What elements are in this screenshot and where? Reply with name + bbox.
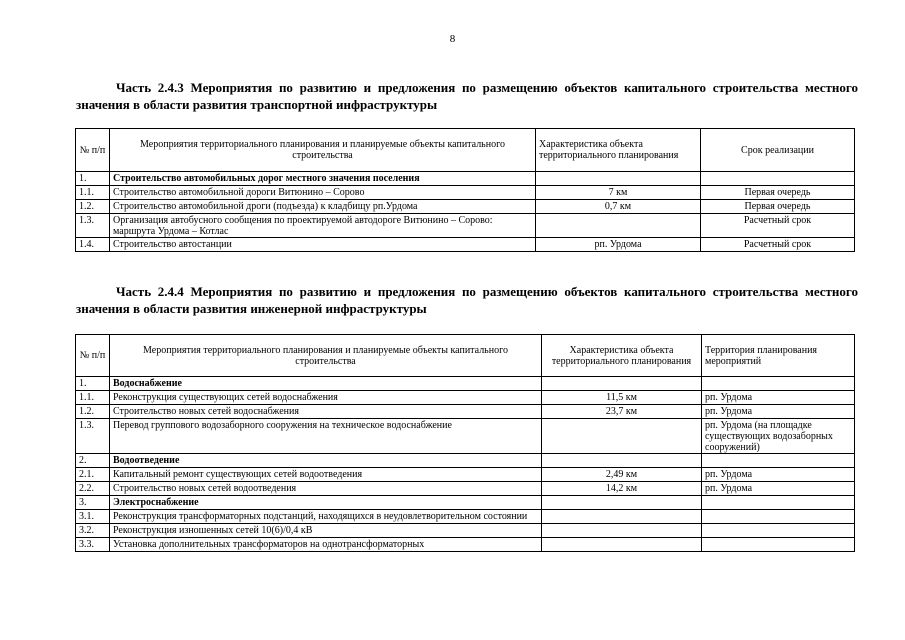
row-area: рп. Урдома xyxy=(702,468,855,482)
section-heading-engineering: Часть 2.4.4 Мероприятия по развитию и предложения по размещению объектов капитального строительства местного значения в области развития инженерной инфраструктуры xyxy=(76,284,858,316)
row-characteristic xyxy=(542,510,702,524)
header-measures: Мероприятия территориального планирования и планируемые объекты капитального строительства xyxy=(110,129,536,172)
row-term: Расчетный срок xyxy=(701,238,855,252)
table-row xyxy=(76,454,855,468)
page-number: 8 xyxy=(449,33,456,45)
row-characteristic: 23,7 км xyxy=(542,405,702,419)
header-characteristic: Характеристика объекта территориального планирования xyxy=(542,335,702,377)
row-characteristic xyxy=(536,172,701,186)
table-row xyxy=(76,538,855,552)
table-row xyxy=(76,510,855,524)
table-row xyxy=(76,377,855,391)
header-num: № п/п xyxy=(76,129,110,172)
table-row xyxy=(76,391,855,405)
row-area xyxy=(702,538,855,552)
table-row xyxy=(76,238,855,252)
engineering-table-body xyxy=(76,377,855,552)
table-row xyxy=(76,496,855,510)
row-area: рп. Урдома xyxy=(702,405,855,419)
row-number: 1.2. xyxy=(76,405,110,419)
row-measure: Установка дополнительных трансформаторов на однотрансформаторных xyxy=(110,538,542,552)
section-heading-transport: Часть 2.4.3 Мероприятия по развитию и предложения по размещению объектов капитального строительства местного значения в области развития транспортной инфраструктуры xyxy=(76,80,858,112)
row-number: 2.2. xyxy=(76,482,110,496)
table-row xyxy=(76,214,855,238)
row-area xyxy=(702,524,855,538)
row-number: 1.3. xyxy=(76,214,110,238)
table-row xyxy=(76,200,855,214)
row-number: 1. xyxy=(76,172,110,186)
transport-table xyxy=(75,128,855,252)
row-characteristic: 7 км xyxy=(536,186,701,200)
row-area xyxy=(702,510,855,524)
row-area: рп. Урдома xyxy=(702,391,855,405)
row-measure: Перевод группового водозаборного сооружения на техническое водоснабжение xyxy=(110,419,542,454)
row-characteristic: 11,5 км xyxy=(542,391,702,405)
row-number: 2.1. xyxy=(76,468,110,482)
row-measure: Водоснабжение xyxy=(110,377,542,391)
row-measure: Реконструкция изношенных сетей 10(6)/0,4 кВ xyxy=(110,524,542,538)
header-term: Срок реализации xyxy=(701,129,855,172)
table-row xyxy=(76,405,855,419)
table-row xyxy=(76,172,855,186)
row-measure: Организация автобусного сообщения по проектируемой автодороге Витюнино – Сорово: маршрута Урдома – Котлас xyxy=(110,214,536,238)
row-number: 3. xyxy=(76,496,110,510)
row-characteristic xyxy=(542,419,702,454)
row-characteristic xyxy=(542,538,702,552)
row-measure: Водоотведение xyxy=(110,454,542,468)
row-number: 1.4. xyxy=(76,238,110,252)
row-area xyxy=(702,496,855,510)
row-number: 1.3. xyxy=(76,419,110,454)
table-row xyxy=(76,482,855,496)
row-measure: Реконструкция существующих сетей водоснабжения xyxy=(110,391,542,405)
row-measure: Реконструкция трансформаторных подстанций, находящихся в неудовлетворительном состоянии xyxy=(110,510,542,524)
row-area xyxy=(702,454,855,468)
row-area: рп. Урдома xyxy=(702,482,855,496)
header-characteristic: Характеристика объекта территориального планирования xyxy=(536,129,701,172)
row-characteristic xyxy=(542,377,702,391)
row-characteristic: 2,49 км xyxy=(542,468,702,482)
header-area: Территория планирования мероприятий xyxy=(702,335,855,377)
header-num: № п/п xyxy=(76,335,110,377)
row-measure: Строительство новых сетей водоснабжения xyxy=(110,405,542,419)
row-measure: Электроснабжение xyxy=(110,496,542,510)
row-area: рп. Урдома (на площадке существующих водозаборных сооружений) xyxy=(702,419,855,454)
row-measure: Строительство автомобильных дорог местного значения поселения xyxy=(110,172,536,186)
table-row xyxy=(76,524,855,538)
row-area xyxy=(702,377,855,391)
row-characteristic: 0,7 км xyxy=(536,200,701,214)
table-row xyxy=(76,419,855,454)
row-characteristic: 14,2 км xyxy=(542,482,702,496)
row-term: Расчетный срок xyxy=(701,214,855,238)
table-row xyxy=(76,468,855,482)
row-measure: Строительство автомобильной дороги Витюнино – Сорово xyxy=(110,186,536,200)
row-number: 1. xyxy=(76,377,110,391)
row-characteristic xyxy=(536,214,701,238)
row-term: Первая очередь xyxy=(701,200,855,214)
row-term: Первая очередь xyxy=(701,186,855,200)
row-number: 2. xyxy=(76,454,110,468)
header-measures: Мероприятия территориального планирования и планируемые объекты капитального строительства xyxy=(110,335,542,377)
row-characteristic xyxy=(542,524,702,538)
row-measure: Строительство автомобильной дроги (подъезда) к кладбищу рп.Урдома xyxy=(110,200,536,214)
row-characteristic: рп. Урдома xyxy=(536,238,701,252)
row-number: 3.3. xyxy=(76,538,110,552)
engineering-table xyxy=(75,334,855,552)
row-number: 3.2. xyxy=(76,524,110,538)
table-row xyxy=(76,186,855,200)
row-characteristic xyxy=(542,454,702,468)
row-number: 1.1. xyxy=(76,186,110,200)
row-number: 3.1. xyxy=(76,510,110,524)
row-number: 1.1. xyxy=(76,391,110,405)
row-number: 1.2. xyxy=(76,200,110,214)
row-measure: Капитальный ремонт существующих сетей водоотведения xyxy=(110,468,542,482)
row-characteristic xyxy=(542,496,702,510)
row-term xyxy=(701,172,855,186)
transport-table-body xyxy=(76,172,855,252)
row-measure: Строительство автостанции xyxy=(110,238,536,252)
row-measure: Строительство новых сетей водоотведения xyxy=(110,482,542,496)
